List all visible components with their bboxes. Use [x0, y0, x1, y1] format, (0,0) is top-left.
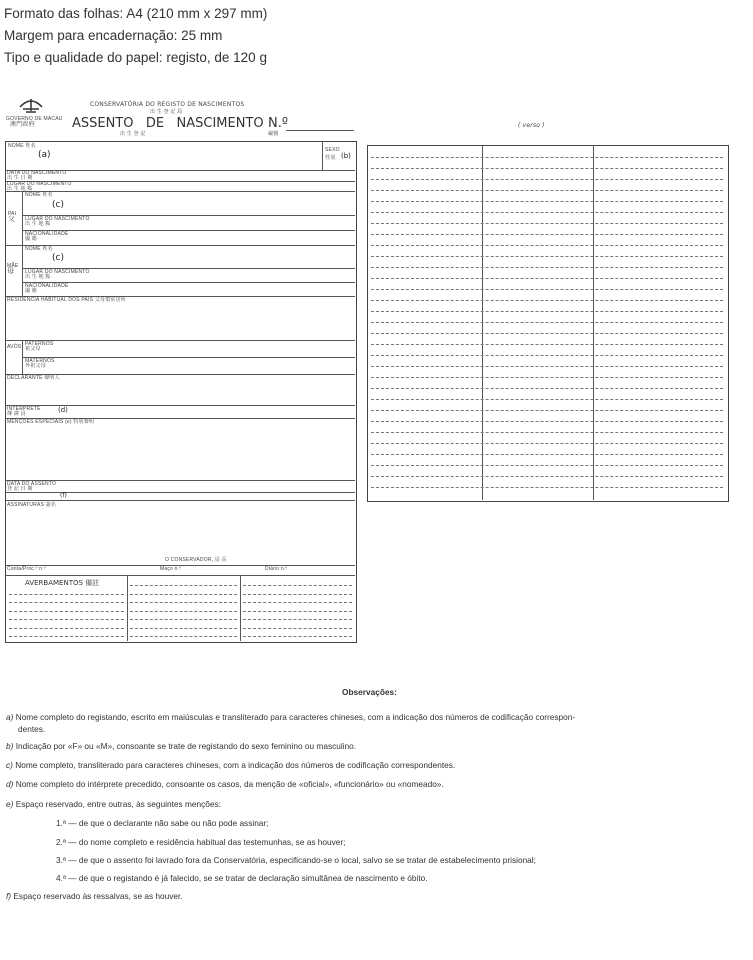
lugar-nascimento-label: LUGAR DO NASCIMENTO 出 生 地 點	[7, 181, 72, 192]
assinaturas-label: ASSINATURAS 簽名	[7, 502, 57, 508]
averbamentos-dashed-line	[9, 619, 124, 620]
obs-e-2: 2.ª — do nome completo e residência habitual das testemunhas, se as houver;	[56, 837, 346, 847]
interprete-label: INTÉRPRETE 傳 譯 員	[7, 406, 41, 417]
pai-nome-label: NOME 姓名	[25, 192, 53, 198]
averbamentos-column-divider	[240, 575, 241, 641]
verso-box	[367, 145, 729, 502]
conta-label: Conta/Proc.º n.º	[7, 566, 46, 572]
verso-dashed-line	[371, 223, 723, 224]
averbamentos-dashed-line	[9, 628, 124, 629]
maternos-label: MATERNOS 外祖父母	[25, 358, 55, 369]
conservador-label: O CONSERVADOR, 局 長	[165, 557, 227, 563]
averbamentos-dashed-line	[130, 585, 237, 586]
emblem-caption: GOVERNO DE MACAU	[6, 116, 63, 122]
mae-label: MÃE 母	[7, 263, 19, 275]
obs-e-3: 3.ª — de que o assento foi lavrado fora da Conservatória, especificando-se o local, salvo se se tratar de estabelecimento prisional;	[56, 855, 536, 865]
obs-b: b) Indicação por «F» ou «M», consoante se trate de registando do sexo feminino ou masculino.	[6, 741, 357, 751]
averbamentos-dashed-line	[243, 594, 352, 595]
nome-label: NOME 姓名	[8, 143, 36, 149]
nome-note: (a)	[38, 150, 51, 160]
averbamentos-dashed-line	[130, 602, 237, 603]
emblem-icon	[18, 97, 44, 115]
number-label: N.º	[268, 116, 288, 131]
averbamentos-dashed-line	[9, 611, 124, 612]
obs-f: f) Espaço reservado às ressalvas, se as houver.	[6, 891, 183, 901]
ressalvas-note: (f)	[60, 492, 67, 499]
verso-dashed-line	[371, 311, 723, 312]
verso-dashed-line	[371, 212, 723, 213]
mae-lugar-label: LUGAR DO NASCIMENTO 出 生 地 點	[25, 269, 90, 280]
mae-nome-note: (c)	[52, 253, 64, 263]
verso-dashed-line	[371, 399, 723, 400]
mencoes-label: MENÇÕES ESPECIAIS (e) 特別聲明	[7, 419, 95, 425]
verso-dashed-line	[371, 157, 723, 158]
data-nascimento-label: DATA DO NASCIMENTO 出 生 日 期	[7, 170, 67, 181]
obs-e-1: 1.ª — de que o declarante não sabe ou não pode assinar;	[56, 818, 269, 828]
residencia-label: RESIDÊNCIA HABITUAL DOS PAIS 父母慣常居所	[7, 297, 126, 303]
mae-nacionalidade-label: NACIONALIDADE 國 籍	[25, 283, 69, 294]
verso-dashed-line	[371, 388, 723, 389]
averbamentos-label: AVERBAMENTOS 備註	[25, 579, 100, 587]
verso-dashed-line	[371, 355, 723, 356]
verso-dashed-line	[371, 344, 723, 345]
verso-dashed-line	[371, 366, 723, 367]
declarante-label: DECLARANTE 聲明人	[7, 375, 60, 381]
obs-e-4: 4.ª — de que o registando é já falecido, se se tratar de declaração simultânea de nascimento e óbito.	[56, 873, 428, 883]
paper-spec: Tipo e qualidade do papel: registo, de 120 g	[4, 50, 267, 65]
verso-dashed-line	[371, 168, 723, 169]
verso-dashed-line	[371, 201, 723, 202]
averbamentos-dashed-line	[9, 594, 124, 595]
data-assento-label: DATA DO ASSENTO 登 記 日 期	[7, 481, 57, 492]
verso-dashed-line	[371, 322, 723, 323]
averbamentos-dashed-line	[243, 628, 352, 629]
averbamentos-dashed-line	[243, 611, 352, 612]
verso-dashed-line	[371, 443, 723, 444]
avos-label: AVÓS	[7, 344, 22, 350]
averbamentos-dashed-line	[243, 636, 352, 637]
sexo-label: SEXO	[325, 147, 340, 153]
verso-dashed-line	[371, 179, 723, 180]
maco-label: Maço n.º	[160, 566, 182, 572]
averbamentos-dashed-line	[130, 594, 237, 595]
obs-c: c) Nome completo, transliterado para caracteres chineses, com a indicação dos números de codificação correspondentes.	[6, 760, 456, 770]
averbamentos-dashed-line	[9, 602, 124, 603]
averbamentos-dashed-line	[130, 611, 237, 612]
verso-dashed-line	[371, 377, 723, 378]
verso-dashed-line	[371, 267, 723, 268]
form-title-zh: 出 生 登 記	[120, 131, 146, 137]
averbamentos-dashed-line	[130, 628, 237, 629]
averbamentos-dashed-line	[130, 619, 237, 620]
pai-nacionalidade-label: NACIONALIDADE 國 籍	[25, 231, 69, 242]
averbamentos-dashed-line	[9, 636, 124, 637]
averbamentos-dashed-line	[243, 602, 352, 603]
obs-a-cont: dentes.	[18, 724, 46, 734]
interprete-note: (d)	[58, 406, 68, 414]
margin-spec: Margem para encadernação: 25 mm	[4, 28, 223, 43]
verso-dashed-line	[371, 476, 723, 477]
office-name-zh: 出 生 登 記 局	[150, 109, 183, 115]
sexo-note: (b)	[341, 152, 351, 160]
averbamentos-column-divider	[127, 575, 128, 641]
mae-nome-label: NOME 姓名	[25, 246, 53, 252]
number-line	[286, 130, 354, 131]
verso-dashed-line	[371, 432, 723, 433]
verso-dashed-line	[371, 278, 723, 279]
verso-dashed-line	[371, 465, 723, 466]
pai-lugar-label: LUGAR DO NASCIMENTO 出 生 地 點	[25, 216, 90, 227]
obs-d: d) Nome completo do intérprete precedido, consoante os casos, da menção de «oficial», «funcionário» ou «nomeado».	[6, 779, 444, 789]
number-zh: 編號	[268, 131, 279, 137]
observacoes-title: Observações:	[342, 687, 397, 697]
pai-label: PAI 父	[8, 211, 17, 223]
verso-dashed-line	[371, 190, 723, 191]
format-spec: Formato das folhas: A4 (210 mm x 297 mm)	[4, 6, 268, 21]
verso-dashed-line	[371, 454, 723, 455]
emblem-caption-zh: 澳門政府	[10, 122, 35, 128]
sexo-zh: 性別	[325, 155, 336, 161]
verso-dashed-line	[371, 421, 723, 422]
verso-dashed-line	[371, 333, 723, 334]
form-title: ASSENTO DE NASCIMENTO	[72, 116, 264, 131]
verso-dashed-line	[371, 234, 723, 235]
paternos-label: PATERNOS 祖父母	[25, 341, 54, 352]
verso-dashed-line	[371, 300, 723, 301]
obs-a: a) Nome completo do registando, escrito em maiúsculas e transliterado para caracteres chineses, com a indicação dos números de codificação correspon-	[6, 712, 576, 722]
verso-dashed-line	[371, 256, 723, 257]
verso-label: ( verso )	[518, 122, 545, 129]
obs-e: e) Espaço reservado, entre outras, às seguintes menções:	[6, 799, 221, 809]
averbamentos-dashed-line	[130, 636, 237, 637]
verso-dashed-line	[371, 410, 723, 411]
averbamentos-dashed-line	[243, 585, 352, 586]
diario-label: Diário n.º	[265, 566, 288, 572]
pai-nome-note: (c)	[52, 200, 64, 210]
verso-dashed-line	[371, 245, 723, 246]
averbamentos-dashed-line	[243, 619, 352, 620]
verso-dashed-line	[371, 487, 723, 488]
office-name: CONSERVATÓRIA DO REGISTO DE NASCIMENTOS	[90, 101, 245, 108]
verso-dashed-line	[371, 289, 723, 290]
